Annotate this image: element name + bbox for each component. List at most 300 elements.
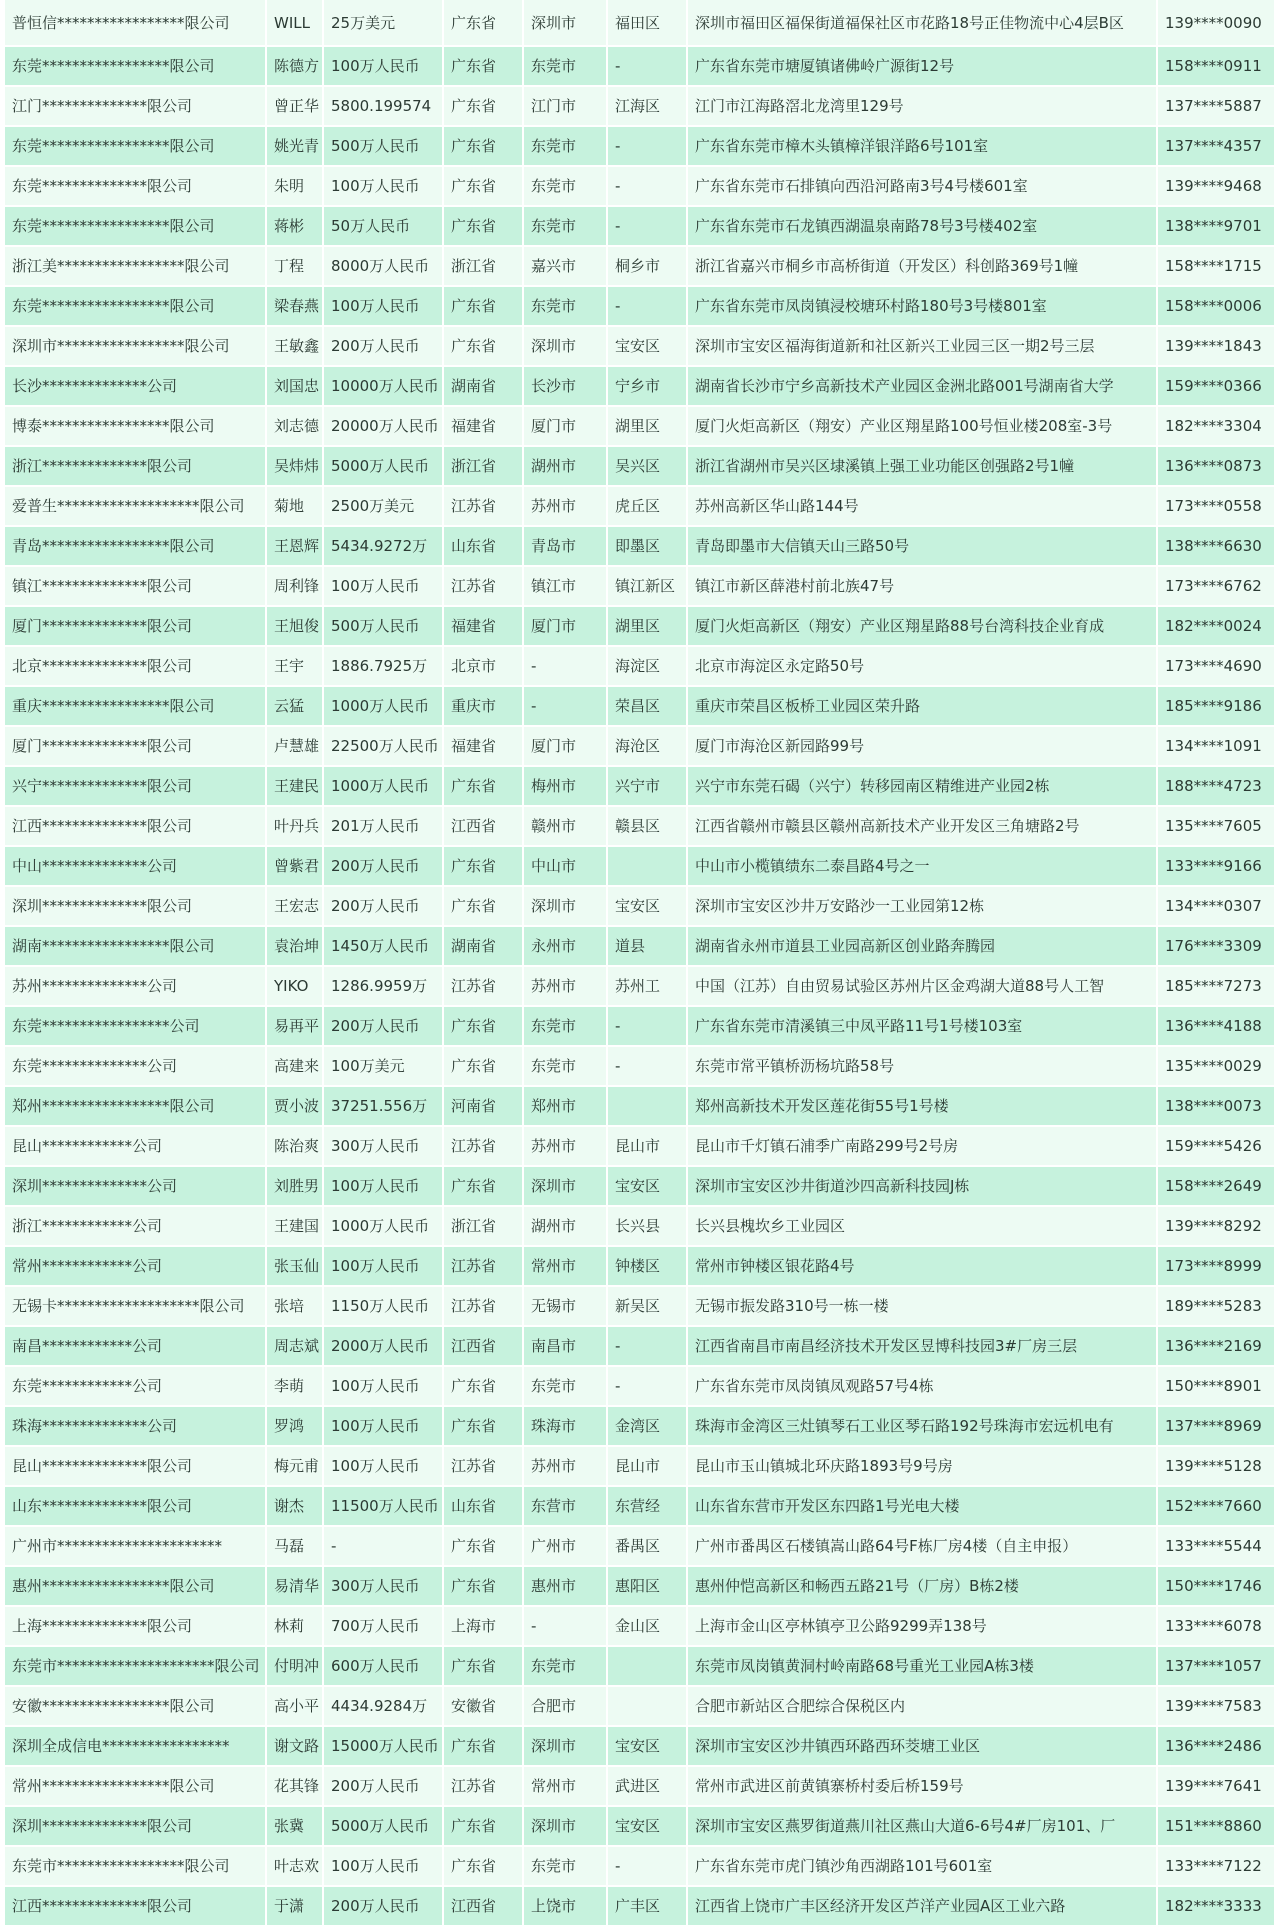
province-cell: 广东省 (443, 846, 523, 886)
table-row (5, 846, 1275, 886)
district-cell: 长兴县 (607, 1206, 687, 1246)
phone-cell: 137****8969 (1157, 1406, 1275, 1446)
company-name-cell: 浙江美*****************限公司 (5, 246, 266, 286)
table-row (5, 46, 1275, 86)
phone-cell: 139****8292 (1157, 1206, 1275, 1246)
company-name-cell: 湖南*****************限公司 (5, 926, 266, 966)
city-cell: 东莞市 (523, 1006, 607, 1046)
district-cell: 镇江新区 (607, 566, 687, 606)
address-cell: 镇江市新区薛港村前北族47号 (687, 566, 1157, 606)
phone-cell: 173****8999 (1157, 1246, 1275, 1286)
phone-cell: 139****9468 (1157, 166, 1275, 206)
legal-rep-cell: 王宏志 (266, 886, 323, 926)
address-cell: 厦门市海沧区新园路99号 (687, 726, 1157, 766)
table-row (5, 1806, 1275, 1846)
district-cell: 番禺区 (607, 1526, 687, 1566)
city-cell: 湖州市 (523, 1206, 607, 1246)
table-row (5, 166, 1275, 206)
registered-capital-cell: 5434.9272万 (323, 526, 443, 566)
table-row (5, 1406, 1275, 1446)
company-name-cell: 江西**************限公司 (5, 1886, 266, 1926)
address-cell: 江西省上饶市广丰区经济开发区芦洋产业园A区工业六路 (687, 1886, 1157, 1926)
phone-cell: 188****4723 (1157, 766, 1275, 806)
table-row (5, 526, 1275, 566)
registered-capital-cell: 500万人民币 (323, 606, 443, 646)
company-name-cell: 北京**************限公司 (5, 646, 266, 686)
table-row (5, 1286, 1275, 1326)
registered-capital-cell: 300万人民币 (323, 1126, 443, 1166)
district-cell: 荣昌区 (607, 686, 687, 726)
province-cell: 山东省 (443, 1486, 523, 1526)
table-row (5, 286, 1275, 326)
registered-capital-cell: 500万人民币 (323, 126, 443, 166)
legal-rep-cell: 梁春燕 (266, 286, 323, 326)
table-row (5, 1246, 1275, 1286)
district-cell: 海沧区 (607, 726, 687, 766)
registered-capital-cell: 25万美元 (323, 0, 443, 46)
city-cell: 深圳市 (523, 1166, 607, 1206)
legal-rep-cell: 朱明 (266, 166, 323, 206)
phone-cell: 185****9186 (1157, 686, 1275, 726)
company-name-cell: 深圳全成信电***************** (5, 1726, 266, 1766)
registered-capital-cell: 200万人民币 (323, 1766, 443, 1806)
district-cell: - (607, 206, 687, 246)
district-cell: 吴兴区 (607, 446, 687, 486)
district-cell: - (607, 1326, 687, 1366)
district-cell: 道县 (607, 926, 687, 966)
address-cell: 中国（江苏）自由贸易试验区苏州片区金鸡湖大道88号人工智 (687, 966, 1157, 1006)
district-cell: 武进区 (607, 1766, 687, 1806)
legal-rep-cell: 叶志欢 (266, 1846, 323, 1886)
company-name-cell: 长沙**************公司 (5, 366, 266, 406)
district-cell: - (607, 1366, 687, 1406)
city-cell: 深圳市 (523, 1726, 607, 1766)
company-table (5, 0, 1276, 1927)
registered-capital-cell: 100万美元 (323, 1046, 443, 1086)
legal-rep-cell: 罗鸿 (266, 1406, 323, 1446)
registered-capital-cell: 201万人民币 (323, 806, 443, 846)
table-row (5, 1046, 1275, 1086)
district-cell: 海淀区 (607, 646, 687, 686)
table-row (5, 486, 1275, 526)
address-cell: 深圳市宝安区燕罗街道燕川社区燕山大道6-6号4#厂房101、厂 (687, 1806, 1157, 1846)
address-cell: 深圳市宝安区沙井万安路沙一工业园第12栋 (687, 886, 1157, 926)
province-cell: 广东省 (443, 126, 523, 166)
table-row (5, 246, 1275, 286)
city-cell: 郑州市 (523, 1086, 607, 1126)
district-cell: 江海区 (607, 86, 687, 126)
province-cell: 广东省 (443, 1726, 523, 1766)
legal-rep-cell: 贾小波 (266, 1086, 323, 1126)
province-cell: 湖南省 (443, 366, 523, 406)
address-cell: 无锡市振发路310号一栋一楼 (687, 1286, 1157, 1326)
address-cell: 郑州高新技术开发区莲花街55号1号楼 (687, 1086, 1157, 1126)
phone-cell: 136****0873 (1157, 446, 1275, 486)
company-name-cell: 厦门**************限公司 (5, 606, 266, 646)
legal-rep-cell: WILL (266, 0, 323, 46)
province-cell: 福建省 (443, 726, 523, 766)
registered-capital-cell: 300万人民币 (323, 1566, 443, 1606)
registered-capital-cell: 100万人民币 (323, 1406, 443, 1446)
registered-capital-cell: 200万人民币 (323, 1006, 443, 1046)
city-cell: 长沙市 (523, 366, 607, 406)
phone-cell: 176****3309 (1157, 926, 1275, 966)
legal-rep-cell: 王建民 (266, 766, 323, 806)
registered-capital-cell: 100万人民币 (323, 286, 443, 326)
company-name-cell: 深圳**************限公司 (5, 1806, 266, 1846)
city-cell: 东莞市 (523, 1846, 607, 1886)
city-cell: 东莞市 (523, 166, 607, 206)
district-cell: 湖里区 (607, 606, 687, 646)
table-row (5, 86, 1275, 126)
phone-cell: 182****3333 (1157, 1886, 1275, 1926)
table-row (5, 446, 1275, 486)
registered-capital-cell: 4434.9284万 (323, 1686, 443, 1726)
district-cell: 宝安区 (607, 1806, 687, 1846)
district-cell: 赣县区 (607, 806, 687, 846)
table-row (5, 1646, 1275, 1686)
company-name-cell: 浙江************公司 (5, 1206, 266, 1246)
province-cell: 江苏省 (443, 1766, 523, 1806)
table-row (5, 966, 1275, 1006)
legal-rep-cell: 云猛 (266, 686, 323, 726)
city-cell: 东莞市 (523, 1366, 607, 1406)
company-name-cell: 无锡卡*******************限公司 (5, 1286, 266, 1326)
district-cell: 金山区 (607, 1606, 687, 1646)
registered-capital-cell: 10000万人民币 (323, 366, 443, 406)
registered-capital-cell: 2500万美元 (323, 486, 443, 526)
company-name-cell: 东莞市*********************限公司 (5, 1646, 266, 1686)
legal-rep-cell: 王建国 (266, 1206, 323, 1246)
phone-cell: 150****8901 (1157, 1366, 1275, 1406)
city-cell: 苏州市 (523, 966, 607, 1006)
legal-rep-cell: 王敏鑫 (266, 326, 323, 366)
legal-rep-cell: 林莉 (266, 1606, 323, 1646)
city-cell: 深圳市 (523, 326, 607, 366)
district-cell (607, 1686, 687, 1726)
district-cell: - (607, 1846, 687, 1886)
legal-rep-cell: 花其锋 (266, 1766, 323, 1806)
phone-cell: 137****4357 (1157, 126, 1275, 166)
table-row (5, 886, 1275, 926)
phone-cell: 134****0307 (1157, 886, 1275, 926)
legal-rep-cell: 马磊 (266, 1526, 323, 1566)
phone-cell: 138****9701 (1157, 206, 1275, 246)
company-name-cell: 江门**************限公司 (5, 86, 266, 126)
legal-rep-cell: 王恩辉 (266, 526, 323, 566)
table-row (5, 1846, 1275, 1886)
company-name-cell: 深圳**************限公司 (5, 886, 266, 926)
table-row (5, 406, 1275, 446)
province-cell: 湖南省 (443, 926, 523, 966)
company-name-cell: 东莞*****************公司 (5, 1006, 266, 1046)
phone-cell: 139****7583 (1157, 1686, 1275, 1726)
registered-capital-cell: 100万人民币 (323, 166, 443, 206)
city-cell: - (523, 1606, 607, 1646)
phone-cell: 137****1057 (1157, 1646, 1275, 1686)
table-row (5, 206, 1275, 246)
city-cell: 厦门市 (523, 406, 607, 446)
city-cell: 合肥市 (523, 1686, 607, 1726)
table-row (5, 606, 1275, 646)
table-row (5, 726, 1275, 766)
province-cell: 江苏省 (443, 1446, 523, 1486)
company-name-cell: 广州市********************** (5, 1526, 266, 1566)
phone-cell: 158****2649 (1157, 1166, 1275, 1206)
table-row (5, 566, 1275, 606)
city-cell: 湖州市 (523, 446, 607, 486)
registered-capital-cell: 200万人民币 (323, 1886, 443, 1926)
table-row (5, 1326, 1275, 1366)
legal-rep-cell: 于潇 (266, 1886, 323, 1926)
address-cell: 广东省东莞市塘厦镇诸佛岭广源街12号 (687, 46, 1157, 86)
province-cell: 广东省 (443, 86, 523, 126)
company-name-cell: 东莞************公司 (5, 1366, 266, 1406)
company-name-cell: 东莞*****************限公司 (5, 286, 266, 326)
province-cell: 广东省 (443, 1566, 523, 1606)
city-cell: 苏州市 (523, 1126, 607, 1166)
district-cell: - (607, 126, 687, 166)
province-cell: 福建省 (443, 606, 523, 646)
company-name-cell: 东莞**************公司 (5, 1046, 266, 1086)
phone-cell: 158****0911 (1157, 46, 1275, 86)
legal-rep-cell: 叶丹兵 (266, 806, 323, 846)
address-cell: 湖南省长沙市宁乡高新技术产业园区金洲北路001号湖南省大学 (687, 366, 1157, 406)
province-cell: 北京市 (443, 646, 523, 686)
city-cell: 厦门市 (523, 726, 607, 766)
company-name-cell: 深圳**************公司 (5, 1166, 266, 1206)
district-cell: 昆山市 (607, 1126, 687, 1166)
company-table-container (5, 0, 1275, 1927)
company-name-cell: 昆山************公司 (5, 1126, 266, 1166)
city-cell: 苏州市 (523, 486, 607, 526)
legal-rep-cell: 曾正华 (266, 86, 323, 126)
province-cell: 江苏省 (443, 486, 523, 526)
company-name-cell: 东莞**************限公司 (5, 166, 266, 206)
table-row (5, 1686, 1275, 1726)
legal-rep-cell: 蒋彬 (266, 206, 323, 246)
table-row (5, 926, 1275, 966)
district-cell: - (607, 46, 687, 86)
legal-rep-cell: 张玉仙 (266, 1246, 323, 1286)
table-row (5, 1086, 1275, 1126)
legal-rep-cell: 刘志德 (266, 406, 323, 446)
address-cell: 北京市海淀区永定路50号 (687, 646, 1157, 686)
district-cell (607, 846, 687, 886)
address-cell: 广东省东莞市虎门镇沙角西湖路101号601室 (687, 1846, 1157, 1886)
table-row (5, 1486, 1275, 1526)
phone-cell: 134****1091 (1157, 726, 1275, 766)
address-cell: 深圳市宝安区沙井街道沙四高新科技园J栋 (687, 1166, 1157, 1206)
table-row (5, 646, 1275, 686)
phone-cell: 173****4690 (1157, 646, 1275, 686)
registered-capital-cell: 100万人民币 (323, 1166, 443, 1206)
province-cell: 上海市 (443, 1606, 523, 1646)
table-row (5, 1726, 1275, 1766)
phone-cell: 158****1715 (1157, 246, 1275, 286)
address-cell: 昆山市千灯镇石浦季广南路299号2号房 (687, 1126, 1157, 1166)
registered-capital-cell: 100万人民币 (323, 1246, 443, 1286)
province-cell: 江苏省 (443, 966, 523, 1006)
district-cell: 桐乡市 (607, 246, 687, 286)
province-cell: 广东省 (443, 166, 523, 206)
city-cell: 江门市 (523, 86, 607, 126)
phone-cell: 139****5128 (1157, 1446, 1275, 1486)
phone-cell: 139****0090 (1157, 0, 1275, 46)
city-cell: 梅州市 (523, 766, 607, 806)
phone-cell: 133****7122 (1157, 1846, 1275, 1886)
district-cell: 新吴区 (607, 1286, 687, 1326)
table-row (5, 1126, 1275, 1166)
city-cell: 中山市 (523, 846, 607, 886)
address-cell: 广东省东莞市石龙镇西湖温泉南路78号3号楼402室 (687, 206, 1157, 246)
province-cell: 浙江省 (443, 1206, 523, 1246)
province-cell: 江苏省 (443, 1286, 523, 1326)
district-cell: 兴宁市 (607, 766, 687, 806)
city-cell: 东莞市 (523, 286, 607, 326)
address-cell: 昆山市玉山镇城北环庆路1893号9号房 (687, 1446, 1157, 1486)
district-cell: 广丰区 (607, 1886, 687, 1926)
city-cell: 惠州市 (523, 1566, 607, 1606)
district-cell: 宝安区 (607, 326, 687, 366)
legal-rep-cell: 周利锋 (266, 566, 323, 606)
phone-cell: 159****0366 (1157, 366, 1275, 406)
address-cell: 中山市小榄镇绩东二泰昌路4号之一 (687, 846, 1157, 886)
phone-cell: 158****0006 (1157, 286, 1275, 326)
district-cell: - (607, 286, 687, 326)
registered-capital-cell: 1000万人民币 (323, 766, 443, 806)
province-cell: 江苏省 (443, 1246, 523, 1286)
address-cell: 常州市武进区前黄镇寨桥村委后桥159号 (687, 1766, 1157, 1806)
legal-rep-cell: 丁程 (266, 246, 323, 286)
phone-cell: 137****5887 (1157, 86, 1275, 126)
address-cell: 湖南省永州市道县工业园高新区创业路奔腾园 (687, 926, 1157, 966)
table-row (5, 0, 1275, 46)
address-cell: 广东省东莞市凤岗镇凤观路57号4栋 (687, 1366, 1157, 1406)
company-name-cell: 青岛*****************限公司 (5, 526, 266, 566)
district-cell: 宝安区 (607, 886, 687, 926)
registered-capital-cell: - (323, 1526, 443, 1566)
legal-rep-cell: 周志斌 (266, 1326, 323, 1366)
district-cell: 昆山市 (607, 1446, 687, 1486)
province-cell: 广东省 (443, 1166, 523, 1206)
registered-capital-cell: 50万人民币 (323, 206, 443, 246)
company-name-cell: 常州************公司 (5, 1246, 266, 1286)
province-cell: 广东省 (443, 286, 523, 326)
address-cell: 深圳市福田区福保街道福保社区市花路18号正佳物流中心4层B区 (687, 0, 1157, 46)
phone-cell: 173****0558 (1157, 486, 1275, 526)
city-cell: 珠海市 (523, 1406, 607, 1446)
province-cell: 广东省 (443, 1806, 523, 1846)
address-cell: 青岛即墨市大信镇天山三路50号 (687, 526, 1157, 566)
registered-capital-cell: 100万人民币 (323, 1446, 443, 1486)
address-cell: 深圳市宝安区福海街道新和社区新兴工业园三区一期2号三层 (687, 326, 1157, 366)
province-cell: 广东省 (443, 766, 523, 806)
city-cell: - (523, 646, 607, 686)
table-row (5, 1566, 1275, 1606)
company-name-cell: 惠州*****************限公司 (5, 1566, 266, 1606)
table-row (5, 1206, 1275, 1246)
table-row (5, 1366, 1275, 1406)
address-cell: 广东省东莞市凤岗镇浸校塘环村路180号3号楼801室 (687, 286, 1157, 326)
city-cell: 东莞市 (523, 46, 607, 86)
phone-cell: 150****1746 (1157, 1566, 1275, 1606)
company-name-cell: 爱普生*******************限公司 (5, 486, 266, 526)
registered-capital-cell: 15000万人民币 (323, 1726, 443, 1766)
registered-capital-cell: 5000万人民币 (323, 1806, 443, 1846)
province-cell: 广东省 (443, 1846, 523, 1886)
address-cell: 厦门火炬高新区（翔安）产业区翔星路100号恒业楼208室-3号 (687, 406, 1157, 446)
province-cell: 广东省 (443, 1526, 523, 1566)
city-cell: 深圳市 (523, 1806, 607, 1846)
table-row (5, 1446, 1275, 1486)
province-cell: 广东省 (443, 0, 523, 46)
table-row (5, 1886, 1275, 1926)
city-cell: 东莞市 (523, 206, 607, 246)
legal-rep-cell: 菊地 (266, 486, 323, 526)
province-cell: 广东省 (443, 1006, 523, 1046)
address-cell: 广东省东莞市清溪镇三中凤平路11号1号楼103室 (687, 1006, 1157, 1046)
district-cell: 苏州工 (607, 966, 687, 1006)
city-cell: 深圳市 (523, 886, 607, 926)
province-cell: 江西省 (443, 1326, 523, 1366)
city-cell: 常州市 (523, 1246, 607, 1286)
city-cell: 无锡市 (523, 1286, 607, 1326)
legal-rep-cell: 高建来 (266, 1046, 323, 1086)
district-cell: - (607, 1006, 687, 1046)
table-row (5, 326, 1275, 366)
registered-capital-cell: 100万人民币 (323, 566, 443, 606)
city-cell: 广州市 (523, 1526, 607, 1566)
company-name-cell: 东莞市*****************限公司 (5, 1846, 266, 1886)
legal-rep-cell: 吴炜炜 (266, 446, 323, 486)
legal-rep-cell: 易再平 (266, 1006, 323, 1046)
city-cell: 镇江市 (523, 566, 607, 606)
city-cell: 苏州市 (523, 1446, 607, 1486)
address-cell: 浙江省嘉兴市桐乡市高桥街道（开发区）科创路369号1幢 (687, 246, 1157, 286)
district-cell: 宝安区 (607, 1726, 687, 1766)
province-cell: 江西省 (443, 806, 523, 846)
registered-capital-cell: 2000万人民币 (323, 1326, 443, 1366)
province-cell: 浙江省 (443, 446, 523, 486)
legal-rep-cell: 付明冲 (266, 1646, 323, 1686)
city-cell: 青岛市 (523, 526, 607, 566)
address-cell: 惠州仲恺高新区和畅西五路21号（厂房）B栋2楼 (687, 1566, 1157, 1606)
registered-capital-cell: 1450万人民币 (323, 926, 443, 966)
table-row (5, 1766, 1275, 1806)
phone-cell: 136****2486 (1157, 1726, 1275, 1766)
city-cell: 赣州市 (523, 806, 607, 846)
table-row (5, 1006, 1275, 1046)
phone-cell: 152****7660 (1157, 1486, 1275, 1526)
province-cell: 安徽省 (443, 1686, 523, 1726)
address-cell: 厦门火炬高新区（翔安）产业区翔星路88号台湾科技企业育成 (687, 606, 1157, 646)
address-cell: 苏州高新区华山路144号 (687, 486, 1157, 526)
registered-capital-cell: 700万人民币 (323, 1606, 443, 1646)
table-row (5, 1166, 1275, 1206)
province-cell: 浙江省 (443, 246, 523, 286)
legal-rep-cell: YIKO (266, 966, 323, 1006)
province-cell: 江西省 (443, 1886, 523, 1926)
company-name-cell: 中山**************公司 (5, 846, 266, 886)
district-cell: 湖里区 (607, 406, 687, 446)
registered-capital-cell: 600万人民币 (323, 1646, 443, 1686)
legal-rep-cell: 谢杰 (266, 1486, 323, 1526)
registered-capital-cell: 1286.9959万 (323, 966, 443, 1006)
city-cell: 嘉兴市 (523, 246, 607, 286)
legal-rep-cell: 姚光青 (266, 126, 323, 166)
district-cell: 宁乡市 (607, 366, 687, 406)
